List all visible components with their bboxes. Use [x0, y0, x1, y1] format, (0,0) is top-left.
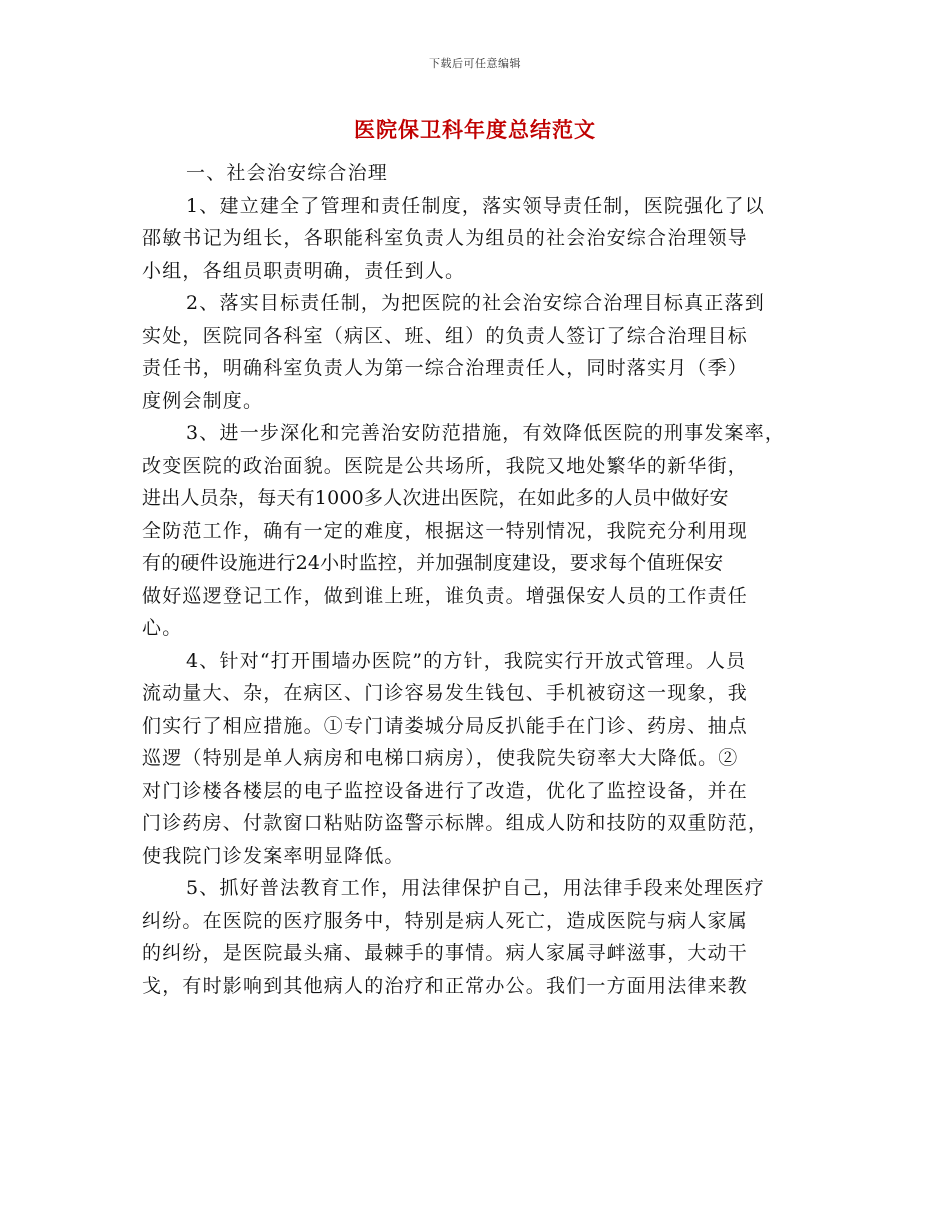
- paragraph-line: 进出人员杂，每天有1000多人次进出医院，在如此多的人员中做好安: [142, 487, 729, 509]
- paragraph-1: [142, 190, 832, 288]
- paragraph-line: 全防范工作，确有一定的难度，根据这一特别情况，我院充分利用现: [142, 519, 749, 542]
- paragraph-line: 心。: [142, 617, 183, 639]
- paragraph-line: 有的硬件设施进行24小时监控，并加强制度建设，要求每个值班保安: [142, 552, 724, 574]
- paragraph-line: 2、落实目标责任制，为把医院的社会治安综合治理目标真正落到: [186, 292, 765, 314]
- paragraph-line: 3、进一步深化和完善治安防范措施，有效降低医院的刑事发案率，: [186, 422, 786, 444]
- paragraph-line: 纠纷。在医院的医疗服务中，特别是病人死亡，造成医院与病人家属: [142, 909, 749, 932]
- paragraph-line: 流动量大、杂，在病区、门诊容易发生钱包、手机被窃这一现象，我: [142, 682, 749, 704]
- paragraph-line: 的纠纷，是医院最头痛、最棘手的事情。病人家属寻衅滋事，大动干: [142, 942, 749, 964]
- paragraph-5: [142, 872, 832, 1002]
- paragraph-line: 巡逻（特别是单人病房和电梯口病房），使我院失窃率大大降低。②: [142, 747, 739, 769]
- paragraph-line: 小组，各组员职责明确，责任到人。: [142, 259, 466, 282]
- document-title: 医院保卫科年度总结范文: [354, 117, 596, 142]
- paragraph-line: 使我院门诊发案率明显降低。: [142, 844, 405, 867]
- header-note: 下载后可任意编辑: [429, 57, 521, 70]
- paragraph-line: 邵敏书记为组长，各职能科室负责人为组员的社会治安综合治理领导: [142, 227, 749, 249]
- paragraph-line: 做好巡逻登记工作，做到谁上班，谁负责。增强保安人员的工作责任: [142, 584, 749, 607]
- paragraph-line: 实处，医院同各科室（病区、班、组）的负责人签订了综合治理目标: [142, 324, 749, 347]
- paragraph-2: [142, 287, 832, 417]
- paragraph-line: 戈，有时影响到其他病人的治疗和正常办公。我们一方面用法律来教: [142, 974, 749, 997]
- document-body: [142, 157, 832, 1002]
- section-heading: [142, 157, 832, 190]
- paragraph-line: 一、社会治安综合治理: [186, 162, 389, 184]
- paragraph-line: 对门诊楼各楼层的电子监控设备进行了改造，优化了监控设备，并在: [142, 779, 749, 802]
- paragraph-line: 5、抓好普法教育工作，用法律保护自己，用法律手段来处理医疗: [186, 877, 765, 899]
- paragraph-line: 4、针对“打开围墙办医院”的方针，我院实行开放式管理。人员: [186, 649, 747, 672]
- paragraph-line: 门诊药房、付款窗口粘贴防盗警示标牌。组成人防和技防的双重防范，: [142, 812, 769, 834]
- paragraph-4: [142, 645, 832, 873]
- paragraph-line: 改变医院的政治面貌。医院是公共场所，我院又地处繁华的新华街，: [142, 454, 749, 477]
- paragraph-line: 责任书，明确科室负责人为第一综合治理责任人，同时落实月（季）: [142, 357, 749, 379]
- paragraph-line: 们实行了相应措施。①专门请娄城分局反扒能手在门诊、药房、抽点: [142, 714, 749, 737]
- paragraph-3: [142, 417, 832, 645]
- paragraph-line: 度例会制度。: [142, 389, 264, 412]
- paragraph-line: 1、建立建全了管理和责任制度，落实领导责任制，医院强化了以: [186, 194, 765, 217]
